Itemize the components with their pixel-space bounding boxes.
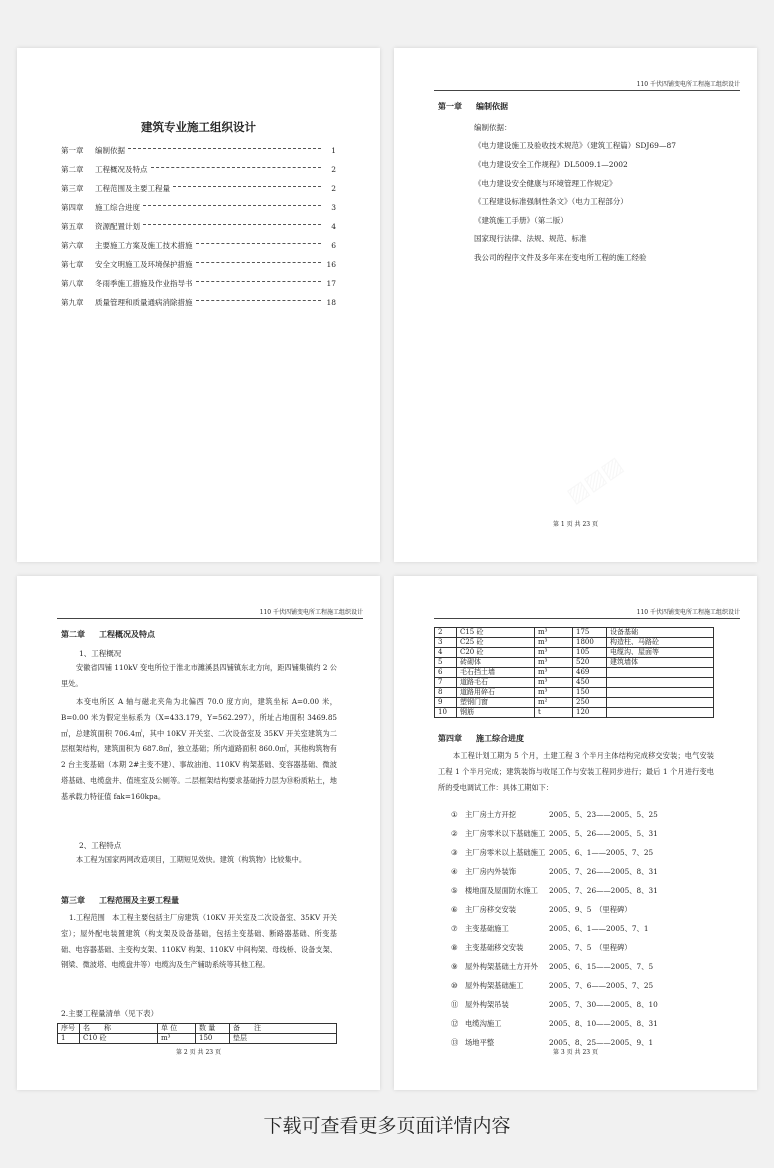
schedule-task: 主厂房内外装饰 xyxy=(465,866,517,876)
table-cell: C20 砼 xyxy=(457,648,535,658)
schedule-item xyxy=(451,862,711,881)
table-header-cell: 序号 xyxy=(58,1024,80,1034)
table-cell: m³ xyxy=(535,668,573,678)
schedule-task: 楼地面及屋面防水施工 xyxy=(465,885,538,895)
schedule-item xyxy=(451,919,711,938)
table-cell: 毛石挡土墙 xyxy=(457,668,535,678)
schedule-number: ⑨ xyxy=(451,962,458,971)
table-cell: m³ xyxy=(535,678,573,688)
toc-title: 工程范围及主要工程量 xyxy=(95,184,170,193)
schedule-item xyxy=(451,881,711,900)
schedule-task: 主厂房移交安装 xyxy=(465,904,517,914)
schedule-task: 屋外构架基础施工 xyxy=(465,980,524,990)
page-footer: 第 2 页 共 23 页 xyxy=(176,1049,221,1056)
table-cell: 150 xyxy=(196,1034,230,1044)
schedule-task: 主变基础施工 xyxy=(465,923,509,933)
schedule-date: 2005、9、5 （里程碑） xyxy=(549,904,632,914)
table-cell: 2 xyxy=(435,628,457,638)
chapter-title: 施工综合进度 xyxy=(476,733,524,743)
document-page-1 xyxy=(17,48,380,562)
table-cell xyxy=(607,668,714,678)
page-footer: 第 3 页 共 23 页 xyxy=(553,1049,598,1056)
toc-row[interactable] xyxy=(61,236,336,255)
basis-item: 编制依据： xyxy=(474,122,512,132)
table-header-cell: 备 注 xyxy=(230,1024,337,1034)
page-header: 110 千伏四铺变电所工程施工组织设计 xyxy=(57,607,363,619)
schedule-number: ④ xyxy=(451,867,458,876)
schedule-item xyxy=(451,957,711,976)
basis-item: 《电力建设安全工作规程》DL5009.1—2002 xyxy=(474,159,628,169)
toc-chapter: 第三章 xyxy=(61,184,84,193)
table-cell: t xyxy=(535,708,573,718)
toc-leader xyxy=(128,148,321,149)
schedule-date: 2005、8、10——2005、8、31 xyxy=(549,1018,658,1028)
table-cell: 1 xyxy=(58,1034,80,1044)
schedule-date: 2005、7、5 （里程碑） xyxy=(549,942,632,952)
schedule-number: ⑩ xyxy=(451,981,458,990)
schedule-date: 2005、5、23——2005、5、25 xyxy=(549,809,658,819)
toc-chapter: 第八章 xyxy=(61,279,84,288)
table-row xyxy=(435,698,714,708)
table-cell xyxy=(607,708,714,718)
table-cell: m³ xyxy=(535,688,573,698)
schedule-item xyxy=(451,805,711,824)
table-cell: 150 xyxy=(573,688,607,698)
paragraph: 本变电所区 A 轴与磁北夹角为北偏西 70.0 度方向，建筑坐标 A=0.00 米，B=0.00 米为假定坐标系为（X=433.179，Y=562.297），所址占地面积 3469.85㎡，总建筑面积 706.4㎡，其中 10KV 开关室、二次设备室及 35KV 开关室建筑为二层框架结构，建筑面积为 687.8㎡，独立基础；所内道路面积 860.0㎡，其他构筑物有 2 台主变基础（本期 2#主变不建）、事故油池、110KV 构架基础、变容器基础、微波塔基础、电缆盘井、值班室及公厕等。二层框架结构要求基础持力层为⑩粉质粘土，地基承载力特征值 fak=160kpa。 xyxy=(61,697,337,801)
toc-page: 16 xyxy=(326,260,336,269)
table-row xyxy=(435,708,714,718)
schedule-item xyxy=(451,938,711,957)
schedule-item xyxy=(451,1014,711,1033)
table-row xyxy=(58,1034,337,1044)
basis-item: 《工程建设标准强制性条文》（电力工程部分） xyxy=(474,197,628,207)
section-heading: 2.主要工程量清单（见下表） xyxy=(61,1009,159,1018)
chapter-title: 编制依据 xyxy=(476,101,508,111)
toc-chapter: 第五章 xyxy=(61,222,84,231)
toc-chapter: 第四章 xyxy=(61,203,84,212)
schedule-item xyxy=(451,900,711,919)
paragraph: 本工程计划工期为 5 个月，土建工程 3 个半月主体结构完成移交安装；电气安装工程 1 个半月完成；建筑装饰与收尾工作与安装工程同步进行；最后 1 个月进行变电所的受电调试工作：具体工期如下： xyxy=(438,751,714,792)
table-cell: 构造柱、马路砼 xyxy=(607,638,714,648)
table-header-cell: 单 位 xyxy=(158,1024,196,1034)
schedule-number: ⑧ xyxy=(451,943,458,952)
schedule-number: ⑫ xyxy=(451,1018,459,1028)
table-cell: 450 xyxy=(573,678,607,688)
document-page-3 xyxy=(17,576,380,1090)
document-title: 建筑专业施工组织设计 xyxy=(141,120,256,134)
table-row xyxy=(435,678,714,688)
table-cell xyxy=(607,678,714,688)
table-row xyxy=(435,688,714,698)
table-cell xyxy=(607,688,714,698)
toc-page: 6 xyxy=(331,241,336,250)
page-header: 110 千伏四铺变电所工程施工组织设计 xyxy=(434,79,740,91)
schedule-task: 屋外构架基础土方开外 xyxy=(465,961,538,971)
toc-row[interactable] xyxy=(61,198,336,217)
table-cell: 垫层 xyxy=(230,1034,337,1044)
table-cell xyxy=(607,698,714,708)
schedule-number: ⑥ xyxy=(451,905,458,914)
chapter-heading xyxy=(61,629,169,640)
table-header-cell: 名 称 xyxy=(80,1024,158,1034)
watermark xyxy=(562,452,627,508)
chapter-heading xyxy=(61,895,193,906)
table-header-row xyxy=(58,1024,337,1034)
schedule-date: 2005、7、6——2005、7、25 xyxy=(549,980,654,990)
chapter-heading xyxy=(438,733,538,744)
schedule-date: 2005、6、1——2005、7、25 xyxy=(549,847,654,857)
table-cell: 10 xyxy=(435,708,457,718)
schedule-task: 屋外构架吊装 xyxy=(465,999,509,1009)
table-cell: 电缆沟、屋面等 xyxy=(607,648,714,658)
table-cell: 520 xyxy=(573,658,607,668)
quantity-table-continued xyxy=(434,627,714,718)
toc-row[interactable] xyxy=(61,217,336,236)
schedule-date: 2005、6、1——2005、7、1 xyxy=(549,923,649,933)
page-footer: 第 1 页 共 23 页 xyxy=(553,521,598,528)
schedule-item xyxy=(451,843,711,862)
toc-page: 1 xyxy=(331,146,336,155)
schedule-number: ⑤ xyxy=(451,886,458,895)
toc-title: 施工综合进度 xyxy=(95,203,140,212)
toc-chapter: 第一章 xyxy=(61,146,84,155)
schedule-list xyxy=(451,805,711,1052)
schedule-date: 2005、5、26——2005、5、31 xyxy=(549,828,658,838)
basis-list xyxy=(474,118,676,267)
section-heading: 2、工程特点 xyxy=(79,841,122,850)
schedule-date: 2005、8、25——2005、9、1 xyxy=(549,1037,654,1047)
table-of-contents xyxy=(61,141,336,312)
page-header: 110 千伏四铺变电所工程施工组织设计 xyxy=(434,607,740,619)
table-cell: 8 xyxy=(435,688,457,698)
toc-row[interactable] xyxy=(61,274,336,293)
table-cell: 105 xyxy=(573,648,607,658)
table-cell: 设备基础 xyxy=(607,628,714,638)
table-cell: 175 xyxy=(573,628,607,638)
chapter-number: 第二章 xyxy=(61,629,85,639)
table-row xyxy=(435,628,714,638)
chapter-number: 第四章 xyxy=(438,733,462,743)
schedule-task: 场地平整 xyxy=(465,1037,495,1047)
toc-leader xyxy=(196,300,322,301)
chapter-number: 第一章 xyxy=(438,101,462,111)
toc-title: 安全文明施工及环境保护措施 xyxy=(95,260,193,269)
chapter-heading xyxy=(438,101,522,112)
schedule-task: 主变基础移交安装 xyxy=(465,942,524,952)
schedule-item xyxy=(451,995,711,1014)
paragraph: 本工程为国家两网改造项目，工期短见效快。建筑（构筑物）比较集中。 xyxy=(76,855,307,864)
quantity-table xyxy=(57,1023,337,1044)
document-page-4 xyxy=(394,576,757,1090)
toc-page: 4 xyxy=(331,222,336,231)
toc-chapter: 第九章 xyxy=(61,298,84,307)
schedule-task: 电缆沟施工 xyxy=(465,1018,502,1028)
table-header-cell: 数 量 xyxy=(196,1024,230,1034)
toc-chapter: 第七章 xyxy=(61,260,84,269)
schedule-item xyxy=(451,824,711,843)
section-heading: 1、工程概况 xyxy=(79,649,122,658)
schedule-task: 主厂房土方开挖 xyxy=(465,809,517,819)
toc-title: 工程概况及特点 xyxy=(95,165,148,174)
toc-page: 2 xyxy=(331,165,336,174)
toc-title: 质量管理和质量通病消除措施 xyxy=(95,298,193,307)
schedule-item xyxy=(451,976,711,995)
basis-item: 《建筑施工手册》（第二版） xyxy=(474,215,568,225)
toc-page: 3 xyxy=(331,203,336,212)
table-cell: 3 xyxy=(435,638,457,648)
table-cell: 9 xyxy=(435,698,457,708)
toc-leader xyxy=(143,224,321,225)
toc-page: 17 xyxy=(326,279,336,288)
schedule-number: ⑪ xyxy=(451,999,459,1009)
toc-leader xyxy=(196,243,322,244)
schedule-task: 主厂房零米以下基础施工 xyxy=(465,828,546,838)
table-row xyxy=(435,638,714,648)
schedule-task: 主厂房零米以上基础施工 xyxy=(465,847,546,857)
toc-leader xyxy=(143,205,321,206)
toc-row[interactable] xyxy=(61,179,336,198)
toc-row[interactable] xyxy=(61,255,336,274)
schedule-date: 2005、7、26——2005、8、31 xyxy=(549,885,658,895)
table-cell: m³ xyxy=(158,1034,196,1044)
toc-title: 编制依据 xyxy=(95,146,125,155)
toc-page: 18 xyxy=(326,298,336,307)
table-cell: C25 砼 xyxy=(457,638,535,648)
toc-row[interactable] xyxy=(61,141,336,160)
table-cell: m³ xyxy=(535,658,573,668)
schedule-date: 2005、6、15——2005、7、5 xyxy=(549,961,654,971)
table-row xyxy=(435,648,714,658)
paragraph: 1.工程范围 本工程主要包括主厂房建筑（10KV 开关室及二次设备室、35KV 开关室）；屋外配电装置建筑（构支架及设备基础，包括主变基础、断路器基础、所变基础、电容器基础、主变构支架、110KV 构架、110KV 中间构架、母线桥、设备支架、钢梁、微波塔、电缆盘井等）电缆沟及生产辅助系统等其他工程。 xyxy=(61,913,337,970)
document-page-2 xyxy=(394,48,757,562)
table-cell: 塑钢门窗 xyxy=(457,698,535,708)
table-cell: 道路用碎石 xyxy=(457,688,535,698)
toc-chapter: 第六章 xyxy=(61,241,84,250)
basis-item: 国家现行法律、法规、规范、标准 xyxy=(474,234,587,244)
toc-leader xyxy=(196,262,322,263)
table-cell: 469 xyxy=(573,668,607,678)
chapter-title: 工程概况及特点 xyxy=(99,629,155,639)
table-cell: 7 xyxy=(435,678,457,688)
table-cell: 道路毛石 xyxy=(457,678,535,688)
toc-leader xyxy=(151,167,322,168)
basis-item: 我公司的程序文件及多年来在变电所工程的施工经验 xyxy=(474,252,647,262)
toc-title: 冬雨季施工措施及作业指导书 xyxy=(95,279,193,288)
basis-item: 《电力建设安全健康与环境管理工作规定》 xyxy=(474,178,617,188)
schedule-number: ③ xyxy=(451,848,458,857)
chapter-title: 工程范围及主要工程量 xyxy=(99,895,179,905)
table-cell: m³ xyxy=(535,628,573,638)
paragraph: 安徽省四铺 110kV 变电所位于淮北市濉溪县四铺镇东北方向，距四铺集镇约 2 公里处。 xyxy=(61,663,337,688)
table-row xyxy=(435,668,714,678)
schedule-date: 2005、7、30——2005、8、10 xyxy=(549,999,658,1009)
schedule-number: ① xyxy=(451,810,458,819)
table-cell: 钢筋 xyxy=(457,708,535,718)
toc-row[interactable] xyxy=(61,160,336,179)
table-cell: 砖砌体 xyxy=(457,658,535,668)
toc-chapter: 第二章 xyxy=(61,165,84,174)
chapter-number: 第三章 xyxy=(61,895,85,905)
download-caption[interactable]: 下载可查看更多页面详情内容 xyxy=(263,1115,511,1137)
schedule-number: ② xyxy=(451,829,458,838)
schedule-number: ⑬ xyxy=(451,1037,459,1047)
table-cell: C15 砼 xyxy=(457,628,535,638)
table-row xyxy=(435,658,714,668)
table-cell: 120 xyxy=(573,708,607,718)
schedule-number: ⑦ xyxy=(451,924,458,933)
toc-leader xyxy=(173,186,321,187)
toc-leader xyxy=(196,281,322,282)
table-cell: 5 xyxy=(435,658,457,668)
table-cell: m² xyxy=(535,698,573,708)
toc-row[interactable] xyxy=(61,293,336,312)
table-cell: C10 砼 xyxy=(80,1034,158,1044)
toc-title: 资源配置计划 xyxy=(95,222,140,231)
schedule-date: 2005、7、26——2005、8、31 xyxy=(549,866,658,876)
toc-title: 主要施工方案及施工技术措施 xyxy=(95,241,193,250)
table-cell: 6 xyxy=(435,668,457,678)
table-cell: m³ xyxy=(535,648,573,658)
table-cell: 250 xyxy=(573,698,607,708)
basis-item: 《电力建设施工及验收技术规范》（建筑工程篇）SDJ69—87 xyxy=(474,141,676,151)
table-cell: m³ xyxy=(535,638,573,648)
table-cell: 1800 xyxy=(573,638,607,648)
toc-page: 2 xyxy=(331,184,336,193)
table-cell: 4 xyxy=(435,648,457,658)
table-cell: 建筑墙体 xyxy=(607,658,714,668)
